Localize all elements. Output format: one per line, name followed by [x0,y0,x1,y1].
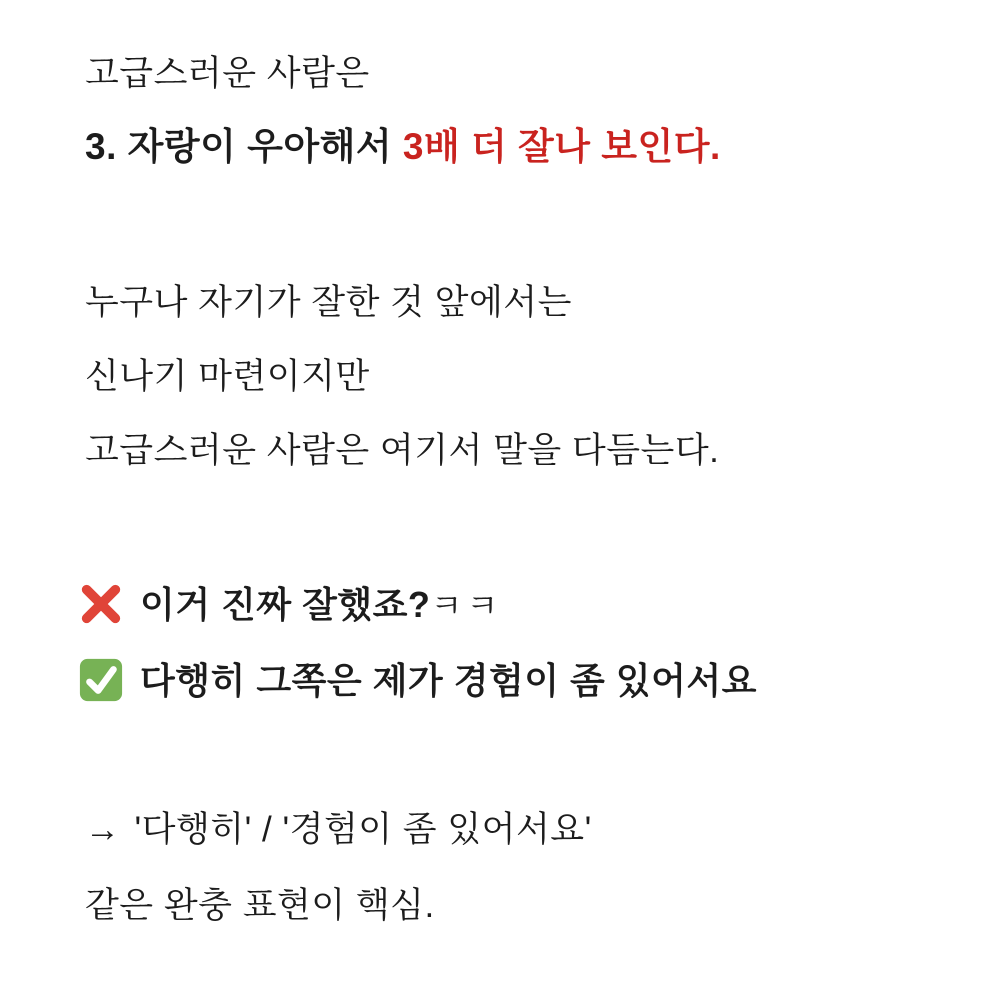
body-line-3: 고급스러운 사람은 여기서 말을 다듬는다. [85,431,720,470]
conclusion-quote-text: '다행히' / '경험이 좀 있어서요' [134,810,592,849]
conclusion-line-1 [85,808,592,852]
bad-example-bold: 이거 진짜 잘했죠? [140,583,431,625]
good-example-line [78,657,757,703]
conclusion-line-2: 같은 완충 표현이 핵심. [85,886,435,925]
bad-example-regular: ㅋㅋ [430,586,503,624]
bad-example-line [78,581,502,627]
bad-example-text [140,582,502,627]
heading-red-part: 3배 더 잘나 보인다. [402,126,721,167]
heading-black-part: 3. 자랑이 우아해서 [85,126,403,167]
body-line-2: 신나기 마련이지만 [85,357,370,396]
check-mark-icon [78,657,124,703]
heading-line [85,124,721,170]
right-arrow-icon: → [85,810,121,849]
good-example-text [140,658,757,703]
body-line-1: 누구나 자기가 잘한 것 앞에서는 [85,283,572,322]
good-example-bold: 다행히 그쪽은 제가 경험이 좀 있어서요 [140,659,757,701]
intro-line: 고급스러운 사람은 [85,54,370,93]
cross-mark-icon [78,581,124,627]
